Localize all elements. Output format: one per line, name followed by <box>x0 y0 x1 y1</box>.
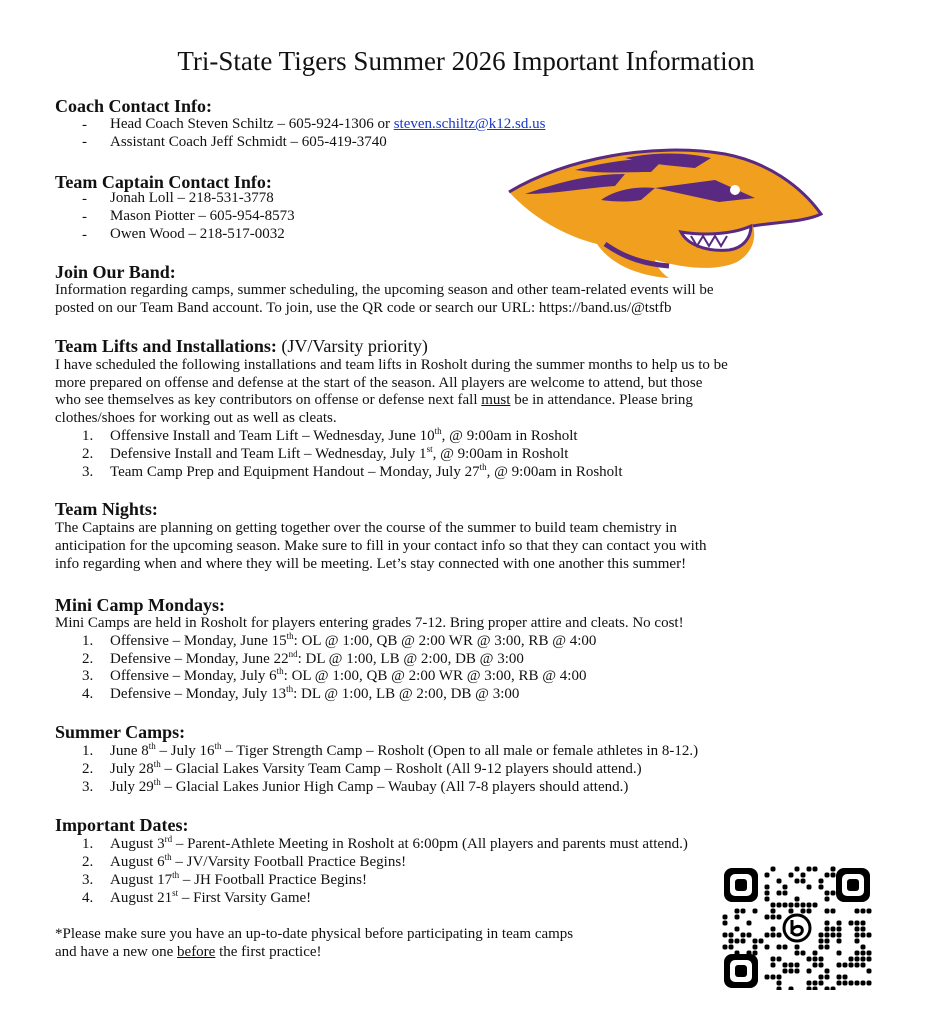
minicamp-item: Defensive – Monday, June 22nd: DL @ 1:00, LB @ 2:00, DB @ 3:00 <box>110 649 524 667</box>
coach-heading: Coach Contact Info: <box>55 96 212 116</box>
list-number: 2. <box>82 446 94 462</box>
camps-heading: Summer Camps: <box>55 722 186 742</box>
list-number: 4. <box>82 686 94 702</box>
tiger-logo <box>505 140 823 278</box>
band-heading: Join Our Band: <box>55 262 176 282</box>
dates-heading: Important Dates: <box>55 815 189 835</box>
lifts-line: more prepared on offense and defense at the start of the season. All players are welcome to attend, but those <box>55 375 703 391</box>
nights-line: The Captains are planning on getting together over the course of the summer to build team chemistry in <box>55 520 677 536</box>
lifts-line: who see themselves as key contributors on offense or defense next fall must be in attendance. Please bring <box>55 392 693 408</box>
date-item: August 21st – First Varsity Game! <box>110 888 312 906</box>
lifts-line: I have scheduled the following installations and team lifts in Rosholt during the summer months to help us to be <box>55 357 728 373</box>
date-item: August 17th – JH Football Practice Begins! <box>110 870 367 888</box>
list-number: 1. <box>82 743 94 759</box>
lift-item: Offensive Install and Team Lift – Wednesday, June 10th, @ 9:00am in Rosholt <box>110 426 578 444</box>
date-item: August 6th – JV/Varsity Football Practice Begins! <box>110 852 407 870</box>
captain-item: Mason Piotter – 605-954-8573 <box>110 208 295 224</box>
nights-heading: Team Nights: <box>55 499 158 519</box>
nights-line: info regarding when and where they will be meeting. Let’s stay connected with one another this summer! <box>55 556 687 572</box>
minicamp-item: Offensive – Monday, June 15th: OL @ 1:00, QB @ 2:00 WR @ 3:00, RB @ 4:00 <box>110 631 597 649</box>
list-number: 3. <box>82 779 94 795</box>
list-number: 2. <box>82 854 94 870</box>
captains-heading: Team Captain Contact Info: <box>55 172 272 192</box>
list-number: 4. <box>82 890 94 906</box>
lifts-line: clothes/shoes for working out as well as cleats. <box>55 410 337 426</box>
camp-item: June 8th – July 16th – Tiger Strength Camp – Rosholt (Open to all male or female athletes in 8-12.) <box>110 741 699 759</box>
head-coach-line: Head Coach Steven Schiltz – 605-924-1306 or steven.schiltz@k12.sd.us <box>110 116 546 132</box>
camp-item: July 29th – Glacial Lakes Junior High Camp – Waubay (All 7-8 players should attend.) <box>110 777 629 795</box>
list-number: 2. <box>82 761 94 777</box>
captain-item: Jonah Loll – 218-531-3778 <box>110 190 274 206</box>
bullet-dash: - <box>82 134 87 150</box>
captain-item: Owen Wood – 218-517-0032 <box>110 226 285 242</box>
bullet-dash: - <box>82 209 87 225</box>
band-line: posted on our Team Band account. To join, use the QR code or search our URL: https://band.us/@tstfb <box>55 300 672 316</box>
list-number: 1. <box>82 633 94 649</box>
page-title: Tri-State Tigers Summer 2026 Important Information <box>177 46 755 76</box>
bullet-dash: - <box>82 117 87 133</box>
physical-note: and have a new one before the first practice! <box>55 944 322 960</box>
date-item: August 3rd – Parent-Athlete Meeting in Rosholt at 6:00pm (All players and parents must attend.) <box>110 834 688 852</box>
qr-code[interactable] <box>722 866 872 990</box>
physical-note: *Please make sure you have an up-to-date physical before participating in team camps <box>55 926 574 942</box>
camp-item: July 28th – Glacial Lakes Varsity Team Camp – Rosholt (All 9-12 players should attend.) <box>110 759 642 777</box>
minicamp-heading: Mini Camp Mondays: <box>55 595 226 615</box>
coach-email-link[interactable]: steven.schiltz@k12.sd.us <box>393 116 546 132</box>
minicamp-intro: Mini Camps are held in Rosholt for players entering grades 7-12. Bring proper attire and cleats. No cost! <box>55 615 684 631</box>
list-number: 1. <box>82 836 94 852</box>
list-number: 2. <box>82 651 94 667</box>
assistant-coach-line: Assistant Coach Jeff Schmidt – 605-419-3740 <box>110 134 387 150</box>
list-number: 3. <box>82 464 94 480</box>
minicamp-item: Defensive – Monday, July 13th: DL @ 1:00, LB @ 2:00, DB @ 3:00 <box>110 684 520 702</box>
list-number: 3. <box>82 668 94 684</box>
bullet-dash: - <box>82 191 87 207</box>
nights-line: anticipation for the upcoming season. Make sure to fill in your contact info so that they can contact you with <box>55 538 707 554</box>
list-number: 3. <box>82 872 94 888</box>
list-number: 1. <box>82 428 94 444</box>
bullet-dash: - <box>82 227 87 243</box>
lift-item: Defensive Install and Team Lift – Wednesday, July 1st, @ 9:00am in Rosholt <box>110 444 569 462</box>
band-line: Information regarding camps, summer scheduling, the upcoming season and other team-related events will be <box>55 282 714 298</box>
minicamp-item: Offensive – Monday, July 6th: OL @ 1:00, QB @ 2:00 WR @ 3:00, RB @ 4:00 <box>110 666 587 684</box>
lift-item: Team Camp Prep and Equipment Handout – Monday, July 27th, @ 9:00am in Rosholt <box>110 462 623 480</box>
lifts-heading: Team Lifts and Installations: (JV/Varsity priority) <box>55 336 428 356</box>
